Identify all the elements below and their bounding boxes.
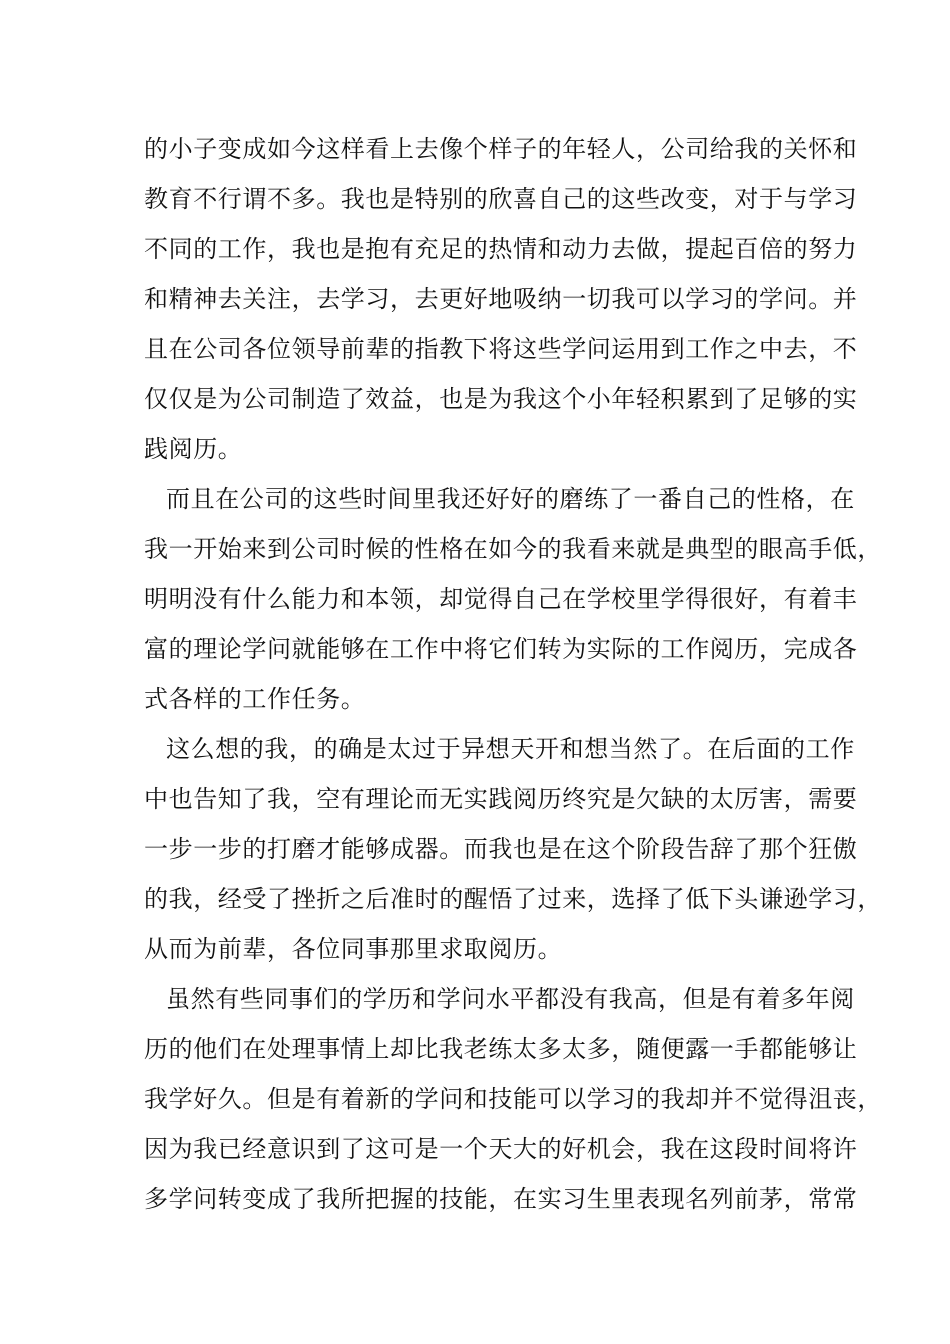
text-line: 和精神去关注，去学习，去更好地吸纳一切我可以学习的学问。并 (144, 285, 858, 313)
paragraph-first-line: 这么想的我，的确是太过于异想天开和想当然了。在后面的工作 (166, 735, 855, 763)
text-line: 仅仅是为公司制造了效益，也是为我这个小年轻积累到了足够的实 (144, 385, 858, 413)
text-line: 的小子变成如今这样看上去像个样子的年轻人，公司给我的关怀和 (144, 135, 858, 163)
text-line: 明明没有什么能力和本领，却觉得自己在学校里学得很好，有着丰 (144, 585, 858, 613)
text-line: 我学好久。但是有着新的学问和技能可以学习的我却并不觉得沮丧， (144, 1085, 882, 1113)
text-line: 一步一步的打磨才能够成器。而我也是在这个阶段告辞了那个狂傲 (144, 835, 858, 863)
text-line: 教育不行谓不多。我也是特别的欣喜自己的这些改变，对于与学习 (144, 185, 858, 213)
text-line: 从而为前辈，各位同事那里求取阅历。 (144, 935, 563, 963)
text-line: 且在公司各位领导前辈的指教下将这些学问运用到工作之中去，不 (144, 335, 858, 363)
text-line: 多学问转变成了我所把握的技能，在实习生里表现名列前茅，常常 (144, 1185, 858, 1213)
paragraph-first-line: 而且在公司的这些时间里我还好好的磨练了一番自己的性格，在 (166, 485, 855, 513)
text-line: 的我，经受了挫折之后准时的醒悟了过来，选择了低下头谦逊学习， (144, 885, 882, 913)
text-line: 践阅历。 (144, 435, 243, 463)
paragraph-first-line: 虽然有些同事们的学历和学问水平都没有我高，但是有着多年阅 (166, 985, 855, 1013)
text-line: 因为我已经意识到了这可是一个天大的好机会，我在这段时间将许 (144, 1135, 858, 1163)
text-line: 中也告知了我，空有理论而无实践阅历终究是欠缺的太厉害，需要 (144, 785, 858, 813)
text-line: 富的理论学问就能够在工作中将它们转为实际的工作阅历，完成各 (144, 635, 858, 663)
text-line: 我一开始来到公司时候的性格在如今的我看来就是典型的眼高手低， (144, 535, 882, 563)
text-line: 式各样的工作任务。 (144, 685, 366, 713)
text-line: 历的他们在处理事情上却比我老练太多太多，随便露一手都能够让 (144, 1035, 858, 1063)
text-line: 不同的工作，我也是抱有充足的热情和动力去做，提起百倍的努力 (144, 235, 858, 263)
